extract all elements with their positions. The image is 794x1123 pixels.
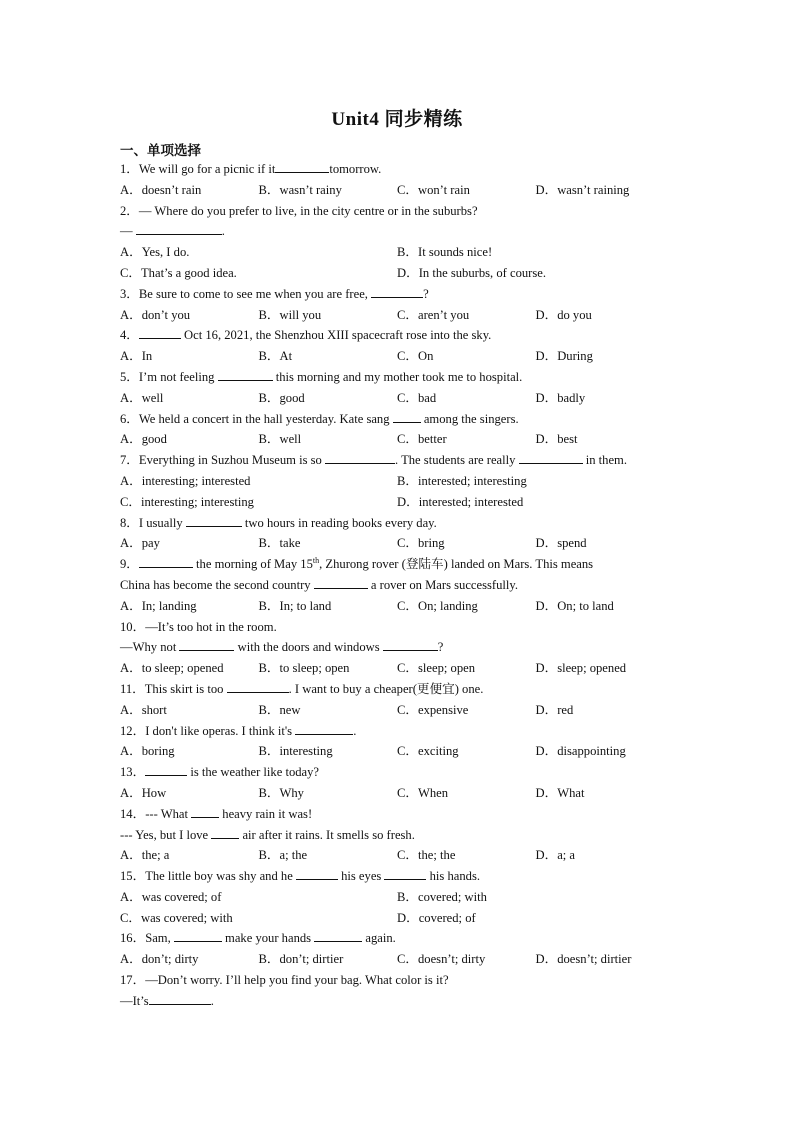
question-8 xyxy=(120,513,690,555)
answer-blank xyxy=(384,866,426,880)
answer-option: B．wasn’t rainy xyxy=(258,182,342,197)
options-row xyxy=(120,492,690,513)
answer-blank xyxy=(325,450,395,464)
options-row xyxy=(120,242,690,263)
question-7 xyxy=(120,450,690,512)
question-5 xyxy=(120,367,690,409)
answer-option: B．It sounds nice! xyxy=(397,245,493,260)
stem-text: . I want to buy a cheaper(更便宜) one. xyxy=(288,681,484,696)
answer-option: D．covered; of xyxy=(397,910,476,925)
answer-option: B．Why xyxy=(258,785,304,800)
answer-blank xyxy=(218,367,273,381)
question-6 xyxy=(120,409,690,451)
question-11 xyxy=(120,679,690,721)
answer-blank xyxy=(227,679,289,693)
options-row xyxy=(120,908,690,929)
stem-text: . The students are really xyxy=(395,453,519,468)
answer-blank xyxy=(383,637,438,651)
stem-text: in them. xyxy=(582,453,628,468)
answer-option: A．short xyxy=(120,702,167,717)
answer-option: A．In; landing xyxy=(120,598,197,613)
stem-text: 12．I don't like operas. I think it's xyxy=(120,723,296,738)
answer-blank xyxy=(145,762,187,776)
answer-option: A．How xyxy=(120,785,167,800)
answer-option: B．In; to land xyxy=(258,598,332,613)
answer-blank xyxy=(139,554,193,568)
answer-option: C．won’t rain xyxy=(397,182,470,197)
answer-blank xyxy=(186,513,242,527)
answer-option: A．interesting; interested xyxy=(120,473,251,488)
stem-text: heavy rain it was! xyxy=(219,806,313,821)
options-row xyxy=(120,429,690,450)
stem-text: make your hands xyxy=(221,931,315,946)
question-9 xyxy=(120,554,690,616)
answer-option: C．aren’t you xyxy=(397,307,470,322)
question-13 xyxy=(120,762,690,804)
answer-option: D．What xyxy=(535,785,585,800)
answer-option: D．disappointing xyxy=(535,744,626,759)
stem-text: 3．Be sure to come to see me when you are free, xyxy=(120,286,372,301)
question-stem xyxy=(120,617,690,638)
question-stem xyxy=(120,866,690,887)
section-heading: 一、单项选择 xyxy=(120,143,201,158)
options-row xyxy=(120,346,690,367)
stem-text: two hours in reading books every day. xyxy=(241,515,437,530)
stem-text: 4． xyxy=(120,328,139,343)
answer-option: B．interested; interesting xyxy=(397,473,527,488)
answer-blank xyxy=(314,928,362,942)
stem-text: ? xyxy=(437,640,444,655)
stem-text: 7．Everything in Suzhou Museum is so xyxy=(120,453,325,468)
answer-option: B．good xyxy=(258,390,305,405)
answer-option: C．sleep; open xyxy=(397,661,475,676)
answer-option: D．do you xyxy=(535,307,592,322)
answer-blank xyxy=(139,325,181,339)
answer-option: C．exciting xyxy=(397,744,459,759)
stem-text: China has become the second country xyxy=(120,577,314,592)
stem-text: air after it rains. It smells so fresh. xyxy=(239,827,415,842)
answer-option: A．don’t you xyxy=(120,307,191,322)
question-stem xyxy=(120,450,690,471)
answer-option: A．pay xyxy=(120,536,160,551)
question-1 xyxy=(120,159,690,201)
answer-option: A．the; a xyxy=(120,848,170,863)
stem-text: —Why not xyxy=(120,640,180,655)
answer-option: A．Yes, I do. xyxy=(120,245,190,260)
answer-option: C．doesn’t; dirty xyxy=(397,952,486,967)
stem-text: 11．This skirt is too xyxy=(120,681,227,696)
stem-text: Oct 16, 2021, the Shenzhou XIII spacecraft rose into the sky. xyxy=(180,328,492,343)
answer-option: A．doesn’t rain xyxy=(120,182,202,197)
answer-option: C．That’s a good idea. xyxy=(120,265,237,280)
answer-option: B．will you xyxy=(258,307,322,322)
question-stem xyxy=(120,575,690,596)
answer-option: B．interesting xyxy=(258,744,333,759)
answer-option: B．a; the xyxy=(258,848,308,863)
answer-option: C．When xyxy=(397,785,449,800)
stem-text: again. xyxy=(362,931,396,946)
answer-option: A．In xyxy=(120,349,153,364)
answer-option: A．was covered; of xyxy=(120,889,222,904)
question-stem xyxy=(120,804,690,825)
question-stem xyxy=(120,762,690,783)
answer-option: D．badly xyxy=(535,390,586,405)
options-row xyxy=(120,263,690,284)
options-row xyxy=(120,783,690,804)
question-2 xyxy=(120,201,690,284)
answer-option: A．don’t; dirty xyxy=(120,952,199,967)
stem-text: 5．I’m not feeling xyxy=(120,369,218,384)
question-12 xyxy=(120,721,690,763)
stem-text: , Zhurong rover (登陆车) landed on Mars. This means xyxy=(319,557,594,572)
stem-text: 14．--- What xyxy=(120,806,192,821)
answer-option: A．to sleep; opened xyxy=(120,661,224,676)
stem-text: tomorrow. xyxy=(329,162,382,176)
question-stem xyxy=(120,325,690,346)
stem-text: . xyxy=(221,224,225,239)
answer-option: C．bring xyxy=(397,536,445,551)
options-row xyxy=(120,845,690,866)
question-stem xyxy=(120,201,690,222)
options-row xyxy=(120,305,690,326)
stem-text: 10．—It’s too hot in the room. xyxy=(120,619,277,634)
answer-option: C．better xyxy=(397,432,447,447)
answer-option: B．to sleep; open xyxy=(258,661,350,676)
answer-option: B．take xyxy=(258,536,301,551)
options-row xyxy=(120,388,690,409)
answer-option: D．sleep; opened xyxy=(535,661,627,676)
answer-option: D．red xyxy=(535,702,574,717)
answer-option: B．new xyxy=(258,702,301,717)
answer-option: D．doesn’t; dirtier xyxy=(535,952,632,967)
answer-option: D．best xyxy=(535,432,578,447)
stem-text: . xyxy=(210,993,214,1008)
question-stem xyxy=(120,928,690,949)
stem-text: a rover on Mars successfully. xyxy=(367,577,519,592)
answer-blank xyxy=(149,991,211,1005)
answer-blank xyxy=(275,159,329,173)
stem-text: 13． xyxy=(120,765,146,780)
stem-text: is the weather like today? xyxy=(187,765,320,780)
answer-blank xyxy=(191,804,219,818)
answer-blank xyxy=(393,409,421,423)
answer-option: C．interesting; interesting xyxy=(120,494,254,509)
answer-option: D．a; a xyxy=(535,848,576,863)
answer-option: C．On xyxy=(397,349,434,364)
options-row xyxy=(120,180,690,201)
answer-blank xyxy=(179,637,234,651)
stem-text: with the doors and windows xyxy=(234,640,383,655)
answer-blank xyxy=(296,866,338,880)
question-stem xyxy=(120,991,690,1012)
stem-text: 15．The little boy was shy and he xyxy=(120,869,296,884)
answer-blank xyxy=(295,721,353,735)
answer-option: B．well xyxy=(258,432,302,447)
stem-text: 8．I usually xyxy=(120,515,186,530)
stem-text: 16．Sam, xyxy=(120,931,174,946)
options-row xyxy=(120,741,690,762)
answer-option: A．good xyxy=(120,432,167,447)
stem-text: his hands. xyxy=(426,869,480,884)
question-16 xyxy=(120,928,690,970)
answer-option: A．boring xyxy=(120,744,175,759)
question-17 xyxy=(120,970,690,1012)
answer-blank xyxy=(371,284,423,298)
question-stem xyxy=(120,637,690,658)
question-stem xyxy=(120,970,690,991)
question-stem xyxy=(120,513,690,534)
answer-option: D．In the suburbs, of course. xyxy=(397,265,546,280)
answer-option: C．bad xyxy=(397,390,437,405)
question-stem xyxy=(120,409,690,430)
page-title: Unit4 同步精练 xyxy=(331,109,463,130)
question-stem xyxy=(120,825,690,846)
answer-option: A．well xyxy=(120,390,164,405)
answer-option: C．the; the xyxy=(397,848,456,863)
question-stem xyxy=(120,721,690,742)
answer-option: D．During xyxy=(535,349,593,364)
question-stem xyxy=(120,554,690,575)
options-row xyxy=(120,471,690,492)
answer-option: B．don’t; dirtier xyxy=(258,952,344,967)
question-stem xyxy=(120,679,690,700)
stem-text: the morning of May 15 xyxy=(192,557,313,572)
stem-text: — xyxy=(120,224,136,239)
question-4 xyxy=(120,325,690,367)
question-stem xyxy=(120,221,690,242)
stem-text: 9． xyxy=(120,557,139,572)
stem-text: 1．We will go for a picnic if it xyxy=(120,162,276,176)
stem-text: among the singers. xyxy=(420,411,519,426)
question-15 xyxy=(120,866,690,928)
stem-text: . xyxy=(353,723,357,738)
answer-option: B．covered; with xyxy=(397,889,487,904)
question-stem xyxy=(120,159,690,180)
answer-blank xyxy=(314,575,368,589)
answer-option: D．spend xyxy=(535,536,587,551)
options-row xyxy=(120,533,690,554)
options-row xyxy=(120,700,690,721)
question-stem xyxy=(120,367,690,388)
options-row xyxy=(120,596,690,617)
stem-text: 17．—Don’t worry. I’ll help you find your bag. What color is it? xyxy=(120,973,449,988)
options-row xyxy=(120,658,690,679)
question-3 xyxy=(120,284,690,326)
answer-option: D．wasn’t raining xyxy=(535,182,630,197)
question-14 xyxy=(120,804,690,866)
stem-text: —It’s xyxy=(120,993,149,1008)
answer-option: D．interested; interested xyxy=(397,494,524,509)
options-row xyxy=(120,887,690,908)
answer-blank xyxy=(211,825,239,839)
answer-option: C．On; landing xyxy=(397,598,478,613)
question-stem xyxy=(120,284,690,305)
answer-option: C．expensive xyxy=(397,702,469,717)
answer-blank xyxy=(174,928,222,942)
question-10 xyxy=(120,617,690,679)
options-row xyxy=(120,949,690,970)
question-list xyxy=(120,159,690,1012)
answer-blank xyxy=(519,450,583,464)
answer-blank xyxy=(136,221,222,235)
stem-text: 2．— Where do you prefer to live, in the city centre or in the suburbs? xyxy=(120,203,478,218)
stem-text: --- Yes, but I love xyxy=(120,827,212,842)
answer-option: B．At xyxy=(258,349,293,364)
answer-option: D．On; to land xyxy=(535,598,614,613)
stem-text: 6．We held a concert in the hall yesterday. Kate sang xyxy=(120,411,393,426)
stem-text: this morning and my mother took me to hospital. xyxy=(272,369,523,384)
superscript: th xyxy=(312,555,320,565)
stem-text: ? xyxy=(423,286,429,301)
stem-text: his eyes xyxy=(337,869,385,884)
answer-option: C．was covered; with xyxy=(120,910,233,925)
